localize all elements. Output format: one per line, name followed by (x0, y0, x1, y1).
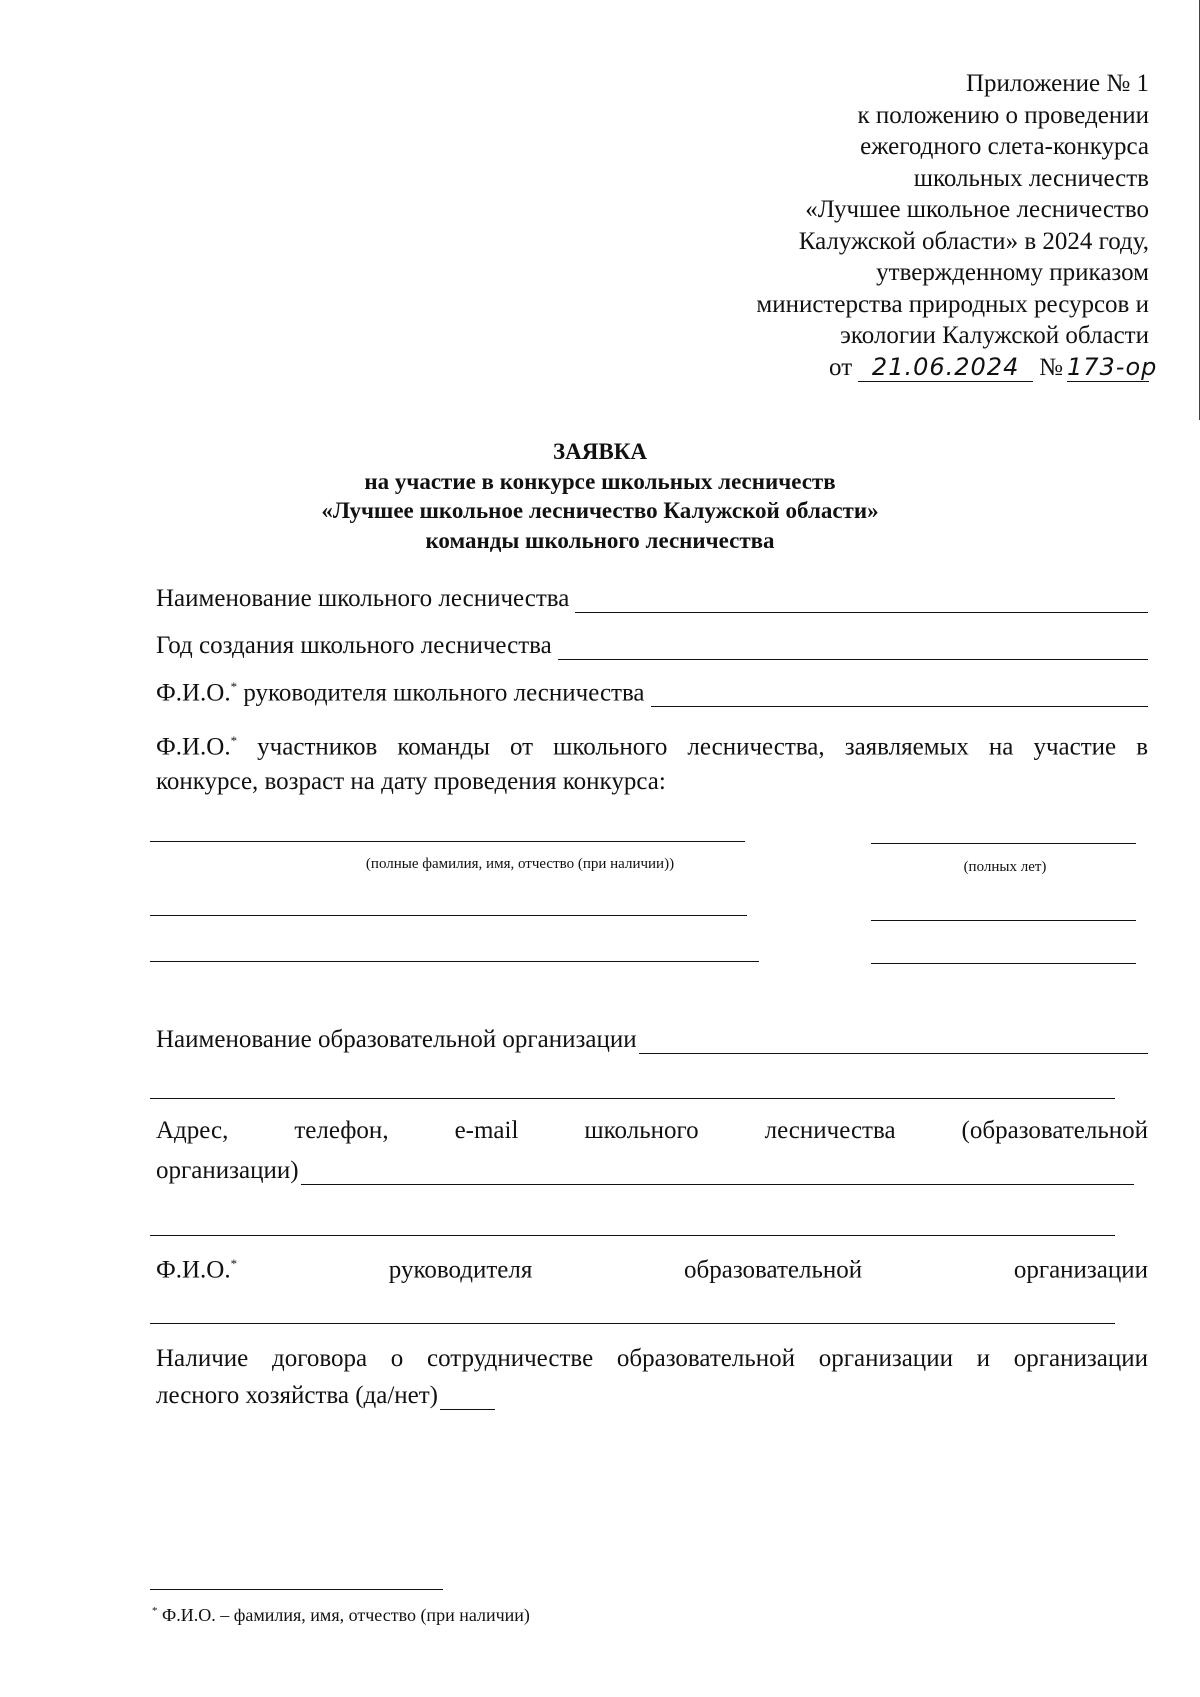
number-prefix: № (1039, 353, 1063, 381)
caption-full-years: (полных лет) (963, 859, 1047, 875)
caption-full-name: (полные фамилия, имя, отчество (при наличии)) (365, 856, 675, 872)
forestry-name-blank[interactable] (575, 590, 1148, 613)
participant-age-blank-3[interactable] (871, 963, 1136, 964)
contract-yes-no-blank[interactable] (440, 1387, 495, 1410)
forestry-name-field (156, 585, 1148, 613)
participant-age-blank-1[interactable] (871, 843, 1136, 844)
heading-line: «Лучшее школьное лесничество Калужской области» (321, 498, 879, 523)
year-created-label: Год создания школьного лесничества (156, 632, 552, 659)
address-line1: Адрес, телефон, e-mail школьного лесничества (образовательной (156, 1117, 1148, 1144)
address-blank-continued[interactable] (150, 1235, 1115, 1236)
forestry-head-label: Ф.И.О.* руководителя школьного лесничества (156, 679, 645, 707)
heading-line: команды школьного лесничества (425, 527, 775, 553)
org-name-blank-continued[interactable] (150, 1098, 1115, 1099)
org-head-line: Ф.И.О.* руководителя образовательной организации (156, 1256, 1149, 1284)
footnote-rule (150, 1589, 443, 1590)
forestry-name-label: Наименование школьного лесничества (156, 585, 570, 612)
participant-name-blank-2[interactable] (150, 915, 747, 916)
org-name-field (156, 1026, 1148, 1054)
participant-name-blank-1[interactable] (150, 841, 745, 842)
org-head-blank[interactable] (150, 1323, 1115, 1324)
footnote: * Ф.И.О. – фамилия, имя, отчество (при наличии) (152, 1605, 530, 1625)
annex-line: «Лучшее школьное лесничество (805, 196, 1149, 223)
annex-line: ежегодного слета-конкурса (860, 133, 1149, 160)
contract-field (156, 1382, 495, 1410)
participants-intro-line2: конкурсе, возраст на дату проведения конкурса: (156, 768, 666, 795)
order-date-handwritten: 21.06.2024 (858, 353, 1033, 382)
annex-line: утвержденному приказом (876, 259, 1149, 286)
participant-age-blank-2[interactable] (871, 920, 1136, 921)
order-date-line (756, 352, 1158, 384)
annex-line: Калужской области» в 2024 году, (798, 227, 1149, 255)
address-field (156, 1157, 1148, 1185)
annex-line: школьных лесничеств (913, 164, 1149, 192)
address-label-end: организации) (156, 1157, 299, 1184)
year-created-field (156, 632, 1148, 660)
contract-label-end: лесного хозяйства (да/нет) (156, 1382, 439, 1409)
annex-line: Приложение № 1 (965, 70, 1149, 97)
participant-name-blank-3[interactable] (150, 961, 759, 962)
heading-title: ЗАЯВКА (553, 439, 647, 464)
forestry-head-blank[interactable] (651, 684, 1148, 707)
application-heading (0, 437, 1200, 555)
date-prefix: от (829, 353, 853, 381)
forestry-head-field (156, 679, 1148, 707)
annex-header (756, 68, 1158, 383)
org-name-label: Наименование образовательной организации (156, 1026, 637, 1053)
org-name-blank[interactable] (639, 1031, 1148, 1054)
order-number-handwritten: 173-ор (1067, 352, 1158, 381)
annex-line: министерства природных ресурсов и (756, 290, 1149, 318)
contract-line1: Наличие договора о сотрудничестве образовательной организации и организации (156, 1345, 1148, 1372)
heading-line: на участие в конкурсе школьных лесничеств (364, 468, 836, 494)
annex-line: экологии Калужской области (840, 322, 1149, 349)
participants-intro-line1: Ф.И.О.* участников команды от школьного лесничества, заявляемых на участие в (156, 733, 1148, 761)
address-blank[interactable] (301, 1162, 1134, 1185)
year-created-blank[interactable] (558, 637, 1148, 660)
annex-line: к положению о проведении (857, 101, 1149, 129)
